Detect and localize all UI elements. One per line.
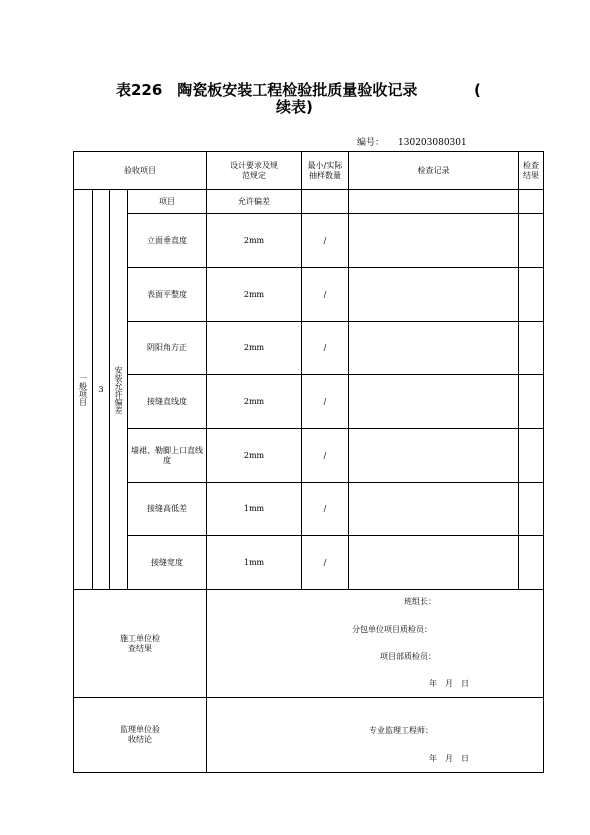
- row-tolerance: 2mm: [207, 429, 302, 483]
- table-row: [74, 536, 544, 590]
- header-record: 检查记录: [349, 152, 519, 190]
- supervision-label: 监理单位验收结论: [74, 698, 207, 773]
- table-row: [74, 375, 544, 429]
- row-tolerance: 2mm: [207, 268, 302, 322]
- inspection-table: [73, 151, 544, 773]
- row-sample: /: [302, 214, 349, 268]
- row-item: 接缝高低差: [128, 483, 207, 536]
- subheader-tolerance: 允许偏差: [207, 190, 302, 214]
- title-line-2: 续表): [276, 98, 313, 116]
- construction-date: 年 月 日: [429, 679, 469, 688]
- row-item: 表面平整度: [128, 268, 207, 322]
- construction-label: 施工单位检查结果: [74, 590, 207, 698]
- row-sample: /: [302, 429, 349, 483]
- category-label: 一般项目: [78, 373, 88, 406]
- group-label: 安装允许偏差: [114, 365, 123, 414]
- table-row: [74, 322, 544, 375]
- serial-number: [357, 135, 467, 148]
- engineer-signature: 专业监理工程师：: [369, 726, 433, 735]
- group-cell: [110, 190, 128, 590]
- row-tolerance: 2mm: [207, 214, 302, 268]
- category-cell: [74, 190, 93, 590]
- supervision-signatures: [207, 698, 544, 773]
- serial-label: 编号：: [357, 138, 385, 148]
- title-paren: (: [474, 81, 481, 99]
- leader-signature: 班组长：: [404, 597, 436, 606]
- serial-value: 130203080301: [398, 138, 467, 148]
- row-item: 立面垂直度: [128, 214, 207, 268]
- table-row: [74, 268, 544, 322]
- row-tolerance: 2mm: [207, 375, 302, 429]
- header-row: [74, 152, 544, 190]
- row-sample: /: [302, 268, 349, 322]
- sub-inspector-signature: 分包单位项目质检员：: [352, 625, 432, 634]
- title-line-1: 表226 陶瓷板安装工程检验批质量验收记录: [116, 81, 418, 99]
- row-item: 接缝直线度: [128, 375, 207, 429]
- row-sample: /: [302, 536, 349, 590]
- inspector-signature: 项目部质检员：: [380, 652, 436, 661]
- row-tolerance: 1mm: [207, 536, 302, 590]
- number-cell: 3: [93, 190, 110, 590]
- construction-row: [74, 590, 544, 698]
- row-tolerance: 2mm: [207, 322, 302, 375]
- supervision-date: 年 月 日: [429, 754, 469, 763]
- table-row: [74, 483, 544, 536]
- table-row: [74, 429, 544, 483]
- row-sample: /: [302, 483, 349, 536]
- subheader-item: 项目: [128, 190, 207, 214]
- supervision-row: [74, 698, 544, 773]
- row-tolerance: 1mm: [207, 483, 302, 536]
- row-item: 墙裙、勒脚上口直线度: [128, 429, 207, 483]
- subheader-row: [74, 190, 544, 214]
- construction-signatures: [207, 590, 544, 698]
- header-sample: 最小/实际抽样数量: [302, 152, 349, 190]
- row-sample: /: [302, 322, 349, 375]
- table-row: [74, 214, 544, 268]
- header-design: 设计要求及规范规定: [207, 152, 302, 190]
- row-item: 接缝宽度: [128, 536, 207, 590]
- row-sample: /: [302, 375, 349, 429]
- header-result: 检查结果: [519, 152, 544, 190]
- header-item: 验收项目: [74, 152, 207, 190]
- row-item: 阴阳角方正: [128, 322, 207, 375]
